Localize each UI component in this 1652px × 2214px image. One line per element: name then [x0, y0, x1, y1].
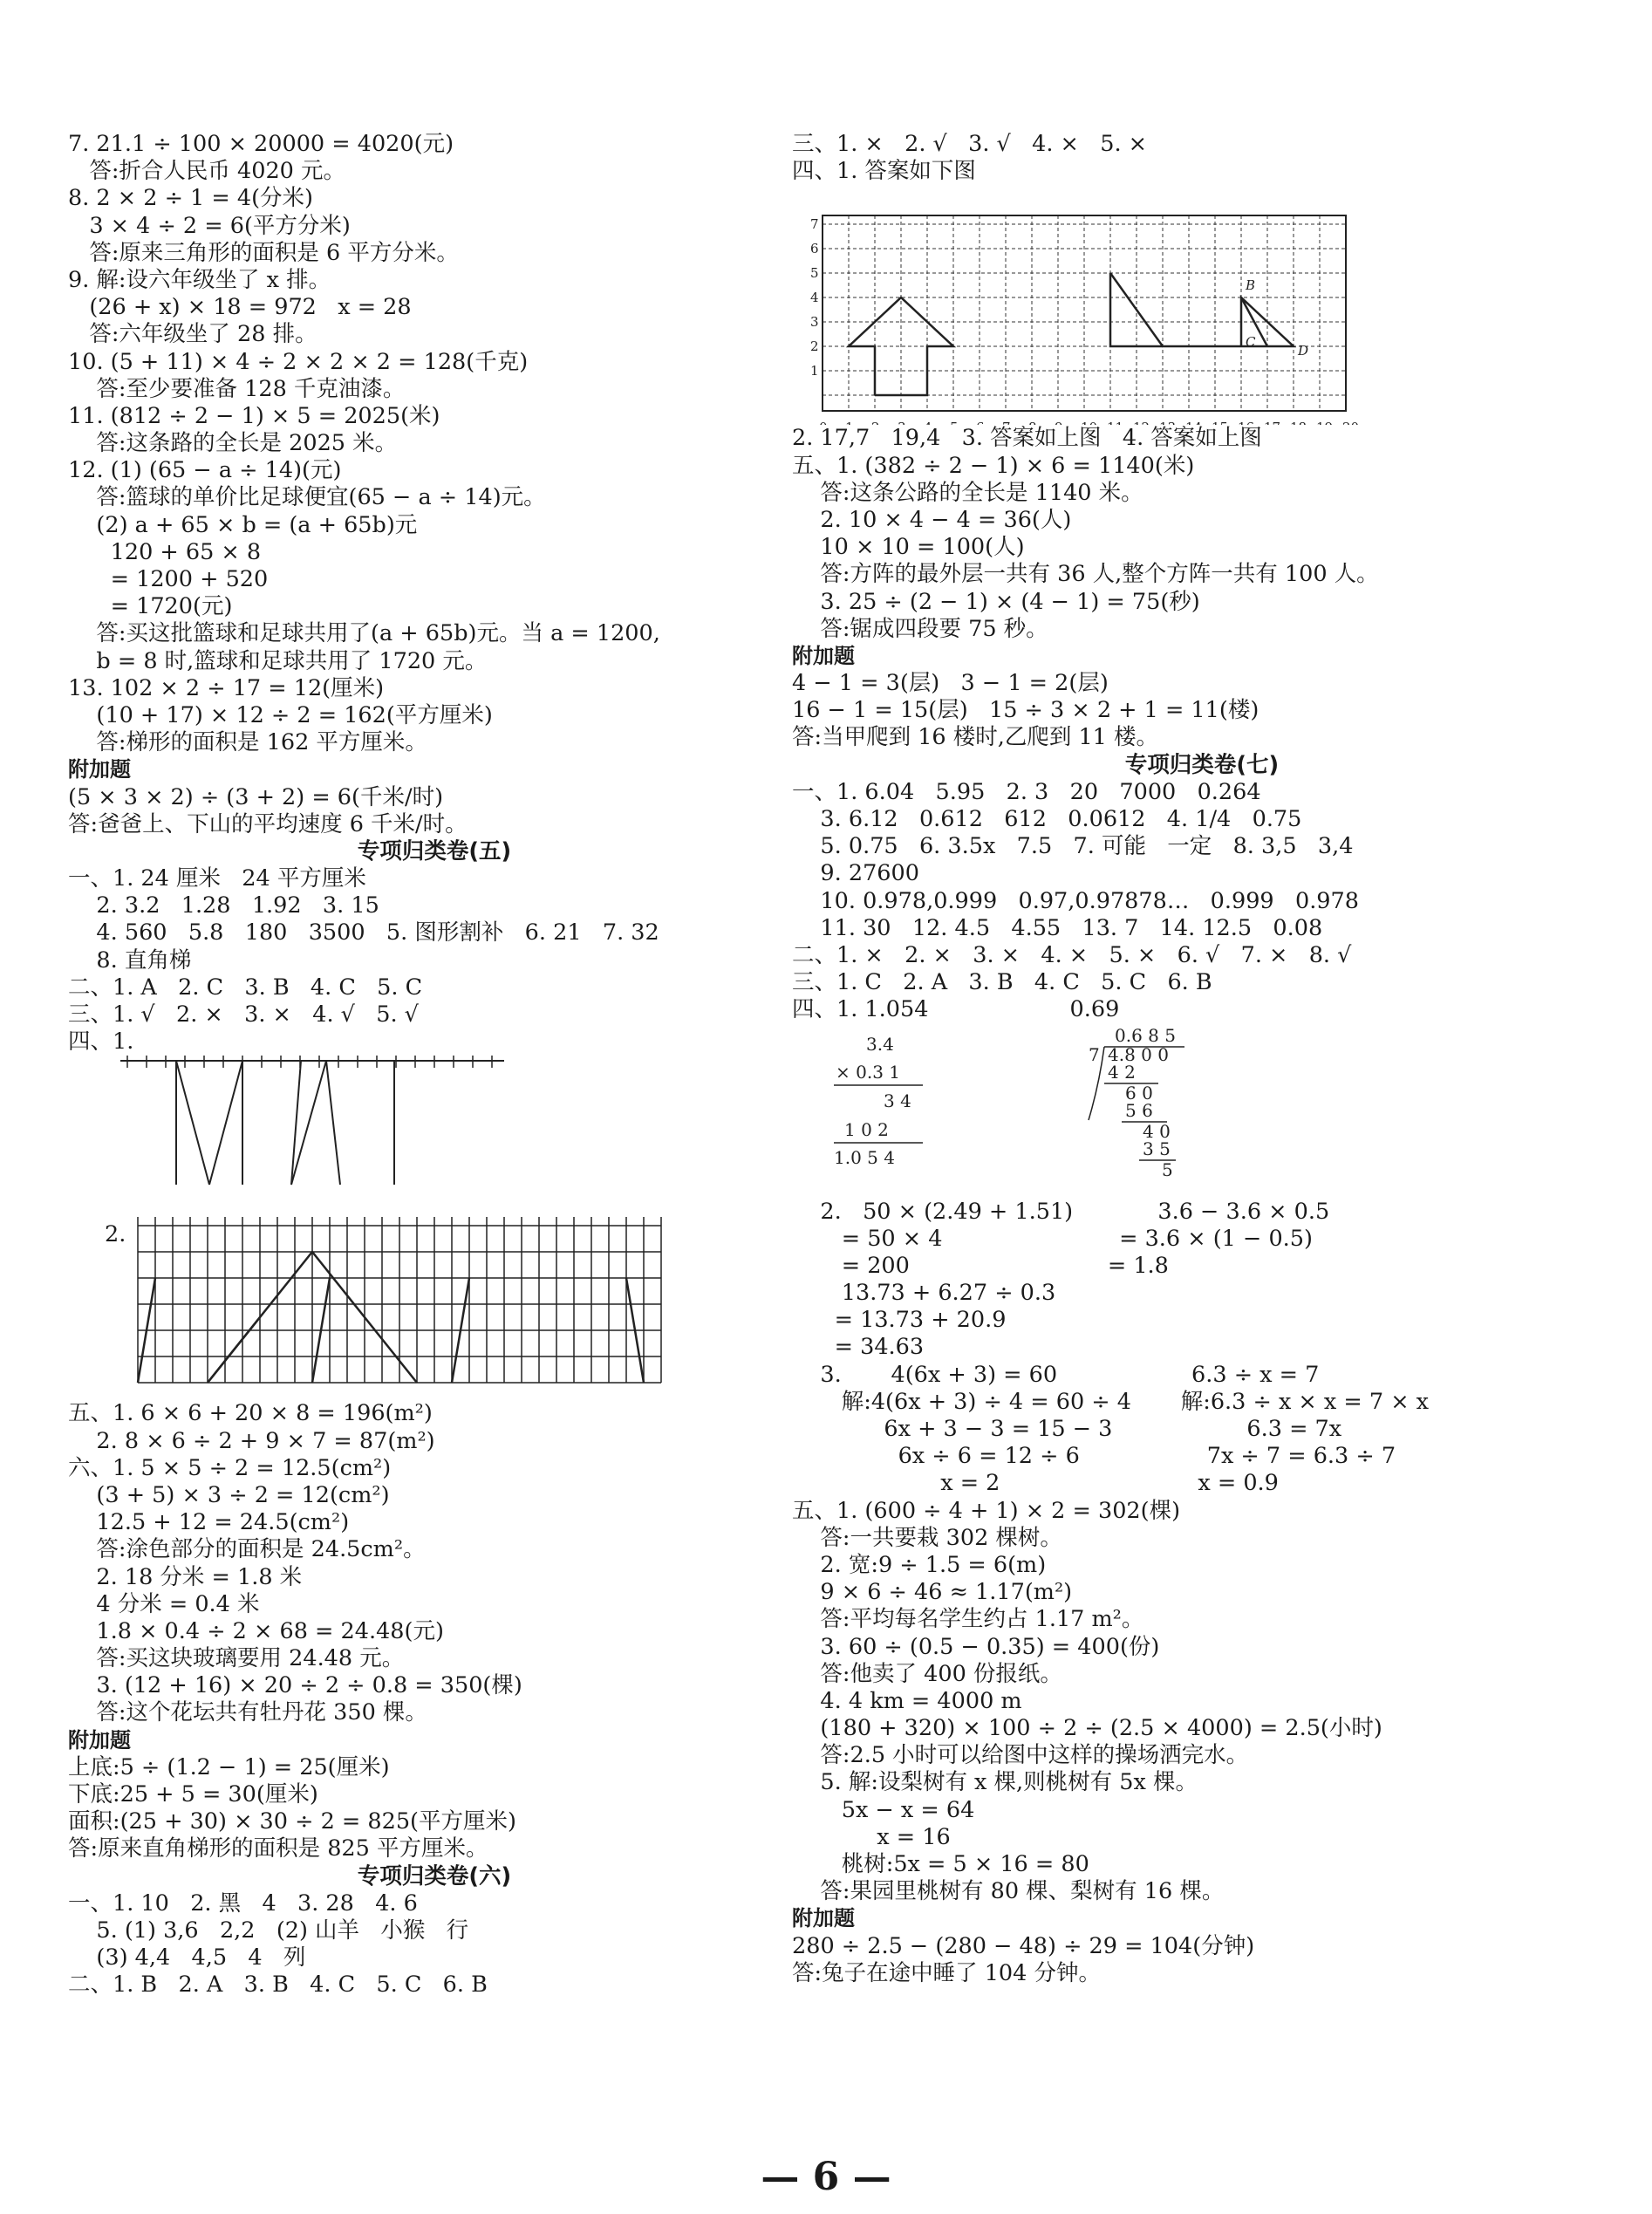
right-answers-part1 — [792, 131, 1612, 185]
x-axis-label — [1028, 420, 1037, 425]
x-axis-label — [924, 420, 932, 425]
left-column-2-line: 附加题 — [68, 1727, 131, 1753]
left-column-line: 答:至少要准备 128 千克油漆。 — [68, 375, 406, 402]
mult-line-2: × 0.3 1 — [836, 1061, 901, 1083]
point-label: B — [1246, 277, 1256, 294]
grid-2-svg — [68, 1186, 679, 1400]
right-column-3-line: = 34.63 — [792, 1334, 925, 1361]
left-column-line: 13. 102 × 2 ÷ 17 = 12(厘米) — [68, 674, 385, 701]
right-column-2-line: 答:这条公路的全长是 1140 米。 — [792, 479, 1143, 506]
left-column-line: 四、1. — [68, 1028, 134, 1056]
left-column-2-line: 面积:(25 + 30) × 30 ÷ 2 = 825(平方厘米) — [68, 1808, 516, 1835]
left-column-line: 答:这条路的全长是 2025 米。 — [68, 430, 398, 457]
div-remainder: 5 — [1162, 1158, 1173, 1180]
x-axis-label — [1159, 420, 1176, 425]
right-column-2-line: 附加题 — [792, 643, 855, 668]
left-column-line: 2. 3.2 1.28 1.92 3. 15 — [68, 892, 379, 919]
div-step1: 4 2 — [1108, 1061, 1136, 1083]
right-column-2-line: 答:锯成四段要 75 秒。 — [792, 615, 1048, 642]
right-column-3-line: = 50 × 4 = 3.6 × (1 − 0.5) — [792, 1225, 1313, 1252]
mult-line-1: 3.4 — [866, 1033, 894, 1055]
left-column-2-line: 2. 18 分米 = 1.8 米 — [68, 1563, 303, 1590]
right-column-2-line: 9. 27600 — [792, 860, 919, 887]
left-column-2-line: (3 + 5) × 3 ÷ 2 = 12(cm²) — [68, 1481, 390, 1508]
left-column-line: (26 + x) × 18 = 972 x = 28 — [68, 294, 412, 321]
y-axis-label: 5 — [810, 265, 819, 282]
div-divisor: 7 — [1089, 1043, 1100, 1065]
left-column-2-line: 答:涂色部分的面积是 24.5cm²。 — [68, 1536, 426, 1563]
left-column-2-line: 答:买这块玻璃要用 24.48 元。 — [68, 1645, 405, 1672]
left-column — [68, 131, 801, 1999]
x-axis-label — [1002, 420, 1011, 425]
left-column-line: 答:梯形的面积是 162 平方厘米。 — [68, 729, 427, 756]
x-axis-label — [950, 420, 959, 425]
left-column-2-line: (3) 4,4 4,5 4 列 — [68, 1944, 306, 1971]
left-column-2-line: 12.5 + 12 = 24.5(cm²) — [68, 1509, 350, 1536]
left-column-line: 8. 2 × 2 ÷ 1 = 4(分米) — [68, 185, 313, 212]
left-column-line: 12. (1) (65 − a ÷ 14)(元) — [68, 457, 342, 484]
right-column-2-line: 二、1. × 2. × 3. × 4. × 5. × 6. √ 7. × 8. √ — [792, 941, 1352, 968]
left-column-line: 120 + 65 × 8 — [68, 538, 262, 565]
right-column-3-line: 280 ÷ 2.5 − (280 − 48) ÷ 29 = 104(分钟) — [792, 1932, 1255, 1959]
page-number: — 6 — — [761, 2155, 891, 2199]
left-column-line: = 1720(元) — [68, 593, 233, 620]
left-column-line: 专项归类卷(五) — [357, 837, 512, 864]
right-column-3-line: 答:果园里桃树有 80 棵、梨树有 16 棵。 — [792, 1878, 1225, 1905]
left-column-2-line: 3. (12 + 16) × 20 ÷ 2 ÷ 0.8 = 350(棵) — [68, 1672, 522, 1699]
figure-heights — [68, 1056, 801, 1186]
right-column-2-line: 五、1. (382 ÷ 2 − 1) × 6 = 1140(米) — [792, 452, 1195, 479]
left-column-line: 一、1. 24 厘米 24 平方厘米 — [68, 865, 366, 892]
right-column-3-line: 答:他卖了 400 份报纸。 — [792, 1660, 1062, 1687]
fig2-label: 2. — [105, 1221, 126, 1248]
right-column-2-line: 专项归类卷(七) — [1124, 751, 1280, 778]
left-answers-part1 — [68, 131, 801, 1056]
x-axis-label — [1107, 420, 1123, 425]
right-column-2-line: 5. 0.75 6. 3.5x 7.5 7. 可能 一定 8. 3,5 3,4 — [792, 833, 1354, 860]
right-column-2-line: 2. 10 × 4 − 4 = 36(人) — [792, 506, 1072, 533]
right-column-2-line: 4 − 1 = 3(层) 3 − 1 = 2(层) — [792, 670, 1109, 697]
right-column-2-line: 答:当甲爬到 16 楼时,乙爬到 11 楼。 — [792, 724, 1159, 751]
x-axis-label — [1290, 420, 1307, 425]
left-column-2-line: 答:这个花坛共有牡丹花 350 棵。 — [68, 1699, 427, 1726]
left-column-2-line: 2. 8 × 6 ÷ 2 + 9 × 7 = 87(m²) — [68, 1427, 435, 1454]
right-column-3-line: 4. 4 km = 4000 m — [792, 1687, 1022, 1714]
x-axis-label — [1212, 420, 1228, 425]
left-column-2-line: 1.8 × 0.4 ÷ 2 × 68 = 24.48(元) — [68, 1617, 444, 1644]
left-column-line: 答:买这批篮球和足球共用了(a + 65b)元。当 a = 1200, — [68, 620, 660, 647]
vertical-calc-svg — [792, 1024, 1403, 1199]
left-column-line: 10. (5 + 11) × 4 ÷ 2 × 2 × 2 = 128(千克) — [68, 348, 529, 375]
right-column-2-line: 10 × 10 = 100(人) — [792, 534, 1025, 561]
right-column-2-line: 答:方阵的最外层一共有 36 人,整个方阵一共有 100 人。 — [792, 561, 1379, 588]
right-column-3-line: 附加题 — [792, 1906, 855, 1931]
right-column-3-line: 答:平均每名学生约占 1.17 m²。 — [792, 1606, 1144, 1633]
left-column-line: 三、1. √ 2. × 3. × 4. √ 5. √ — [68, 1001, 419, 1028]
left-column-line: 附加题 — [68, 757, 131, 782]
left-answers-part2 — [68, 1400, 801, 1999]
right-column-3-line: = 13.73 + 20.9 — [792, 1307, 1007, 1334]
left-column-line: 4. 560 5.8 180 3500 5. 图形割补 6. 21 7. 32 — [68, 919, 659, 946]
right-column-2-line: 11. 30 12. 4.5 4.55 13. 7 14. 12.5 0.08 — [792, 914, 1323, 941]
right-column-3-line: 解:4(6x + 3) ÷ 4 = 60 ÷ 4 解:6.3 ÷ x × x = 7 × x — [792, 1388, 1430, 1415]
left-column-line: (10 + 17) × 12 ÷ 2 = 162(平方厘米) — [68, 701, 493, 728]
div-step5: 3 5 — [1143, 1138, 1171, 1159]
right-column-2-line: 10. 0.978,0.999 0.97,0.97878… 0.999 0.978 — [792, 887, 1359, 914]
coordinate-grid-figure — [792, 185, 1612, 425]
right-column-2-line: 一、1. 6.04 5.95 2. 3 20 7000 0.264 — [792, 778, 1261, 805]
left-column-2-line: 答:原来直角梯形的面积是 825 平方厘米。 — [68, 1835, 488, 1862]
left-column-2-line: 专项归类卷(六) — [357, 1862, 512, 1889]
right-answers-part3 — [792, 1199, 1612, 1987]
x-axis-label — [1238, 420, 1254, 425]
left-column-2-line: 5. (1) 3,6 2,2 (2) 山羊 小猴 行 — [68, 1917, 469, 1944]
y-axis-label: 3 — [810, 314, 819, 331]
left-column-line: 11. (812 ÷ 2 − 1) × 5 = 2025(米) — [68, 402, 440, 429]
x-axis-label — [871, 420, 880, 425]
right-column-2-line: 3. 25 ÷ (2 − 1) × (4 − 1) = 75(秒) — [792, 588, 1200, 615]
left-column-line: (2) a + 65 × b = (a + 65b)元 — [68, 511, 418, 538]
left-column-2-line: 4 分米 = 0.4 米 — [68, 1590, 260, 1617]
x-axis-label — [1185, 420, 1202, 425]
left-column-2-line: 下底:25 + 5 = 30(厘米) — [68, 1781, 318, 1807]
right-column-3-line: 13.73 + 6.27 ÷ 0.3 — [792, 1280, 1056, 1307]
right-column-2-line: 2. 17,7 19,4 3. 答案如上图 4. 答案如上图 — [792, 425, 1262, 452]
right-column-3-line: 3. 60 ÷ (0.5 − 0.35) = 400(份) — [792, 1633, 1160, 1660]
left-column-line: 答:爸爸上、下山的平均速度 6 千米/时。 — [68, 810, 468, 837]
left-column-line: b = 8 时,篮球和足球共用了 1720 元。 — [68, 647, 488, 674]
x-axis-label — [976, 420, 985, 425]
mult-line-3: 3 4 — [884, 1090, 911, 1111]
right-column-3-line: 5x − x = 64 — [792, 1796, 975, 1823]
point-label: C — [1246, 334, 1256, 351]
right-column-3-line: 2. 50 × (2.49 + 1.51) 3.6 − 3.6 × 0.5 — [792, 1198, 1330, 1225]
left-column-line: 答:折合人民币 4020 元。 — [68, 158, 346, 185]
left-column-2-line: 二、1. B 2. A 3. B 4. C 5. C 6. B — [68, 1971, 488, 1999]
left-column-line: 3 × 4 ÷ 2 = 6(平方分米) — [68, 212, 351, 239]
left-column-line: (5 × 3 × 2) ÷ (3 + 2) = 6(千米/时) — [68, 783, 444, 810]
div-step4: 4 0 — [1143, 1120, 1171, 1142]
x-axis-label — [1133, 420, 1150, 425]
left-column-2-line: 六、1. 5 × 5 ÷ 2 = 12.5(cm²) — [68, 1454, 392, 1481]
right-column-3-line: 答:2.5 小时可以给图中这样的操场洒完水。 — [792, 1742, 1249, 1769]
x-axis-label — [898, 420, 906, 425]
right-column-3-line: 9 × 6 ÷ 46 ≈ 1.17(m²) — [792, 1579, 1073, 1606]
div-dividend: 4.8 0 0 — [1108, 1043, 1169, 1065]
mult-line-5: 1.0 5 4 — [834, 1146, 895, 1168]
right-column-3-line: 5. 解:设梨树有 x 棵,则桃树有 5x 棵。 — [792, 1769, 1198, 1796]
right-column-2-line: 16 − 1 = 15(层) 15 ÷ 3 × 2 + 1 = 11(楼) — [792, 697, 1259, 724]
left-column-line: 答:篮球的单价比足球便宜(65 − a ÷ 14)元。 — [68, 484, 546, 511]
y-axis-label: 4 — [810, 290, 819, 306]
y-axis-label: 7 — [810, 216, 819, 233]
figure-grid-2 — [68, 1186, 801, 1400]
x-axis-label — [1316, 420, 1333, 425]
mult-line-4: 1 0 2 — [844, 1118, 889, 1140]
height-lines-svg — [68, 1056, 522, 1186]
x-axis-label — [1342, 420, 1359, 425]
right-column-3-line: 3. 4(6x + 3) = 60 6.3 ÷ x = 7 — [792, 1361, 1320, 1388]
left-column-line: 7. 21.1 ÷ 100 × 20000 = 4020(元) — [68, 131, 454, 157]
right-column-3-line: x = 16 — [792, 1823, 951, 1850]
left-column-line: = 1200 + 520 — [68, 566, 269, 592]
right-column-3-line: = 200 = 1.8 — [792, 1252, 1169, 1279]
x-axis-label — [1264, 420, 1280, 425]
right-column-line: 三、1. × 2. √ 3. √ 4. × 5. × — [792, 131, 1148, 157]
right-column-3-line: 五、1. (600 ÷ 4 + 1) × 2 = 302(棵) — [792, 1497, 1181, 1524]
right-column-2-line: 3. 6.12 0.612 612 0.0612 4. 1/4 0.75 — [792, 806, 1302, 832]
point-label: D — [1298, 343, 1309, 359]
right-column-3-line: 6x ÷ 6 = 12 ÷ 6 7x ÷ 7 = 6.3 ÷ 7 — [792, 1443, 1396, 1470]
right-column-3-line: 答:一共要栽 302 棵树。 — [792, 1524, 1062, 1551]
right-column-2-line: 三、1. C 2. A 3. B 4. C 5. C 6. B — [792, 969, 1212, 996]
left-column-line: 二、1. A 2. C 3. B 4. C 5. C — [68, 974, 423, 1001]
right-column — [792, 131, 1612, 1987]
y-axis-label: 1 — [810, 363, 819, 379]
div-quotient: 0.6 8 5 — [1115, 1024, 1176, 1046]
left-column-2-line: 五、1. 6 × 6 + 20 × 8 = 196(m²) — [68, 1400, 433, 1427]
left-column-line: 9. 解:设六年级坐了 x 排。 — [68, 266, 331, 293]
x-axis-label — [819, 420, 828, 425]
right-column-3-line: 6x + 3 − 3 = 15 − 3 6.3 = 7x — [792, 1416, 1342, 1442]
left-column-line: 8. 直角梯 — [68, 946, 192, 974]
y-axis-label: 6 — [810, 241, 819, 257]
right-column-line: 四、1. 答案如下图 — [792, 158, 976, 185]
vertical-calculations — [792, 1024, 1612, 1199]
right-column-3-line: 2. 宽:9 ÷ 1.5 = 6(m) — [792, 1551, 1047, 1578]
right-column-3-line: 桃树:5x = 5 × 16 = 80 — [792, 1851, 1089, 1877]
right-answers-part2 — [792, 425, 1612, 1023]
left-column-2-line: 上底:5 ÷ (1.2 − 1) = 25(厘米) — [68, 1753, 390, 1780]
coordinate-grid-svg — [792, 185, 1403, 425]
left-column-line: 答:六年级坐了 28 排。 — [68, 321, 317, 348]
left-column-2-line: 一、1. 10 2. 黑 4 3. 28 4. 6 — [68, 1889, 418, 1917]
right-column-3-line: (180 + 320) × 100 ÷ 2 ÷ (2.5 × 4000) = 2.5(小时) — [792, 1715, 1382, 1742]
left-column-line: 答:原来三角形的面积是 6 平方分米。 — [68, 239, 459, 266]
div-step2: 6 0 — [1125, 1082, 1153, 1104]
right-column-3-line: 答:兔子在途中睡了 104 分钟。 — [792, 1959, 1101, 1986]
x-axis-label — [845, 420, 854, 425]
x-axis-label — [1081, 420, 1097, 425]
right-column-3-line: x = 2 x = 0.9 — [792, 1470, 1279, 1497]
y-axis-label: 2 — [810, 338, 819, 355]
div-step3: 5 6 — [1125, 1099, 1153, 1121]
right-column-2-line: 四、1. 1.054 0.69 — [792, 996, 1120, 1023]
x-axis-label — [1055, 420, 1063, 425]
